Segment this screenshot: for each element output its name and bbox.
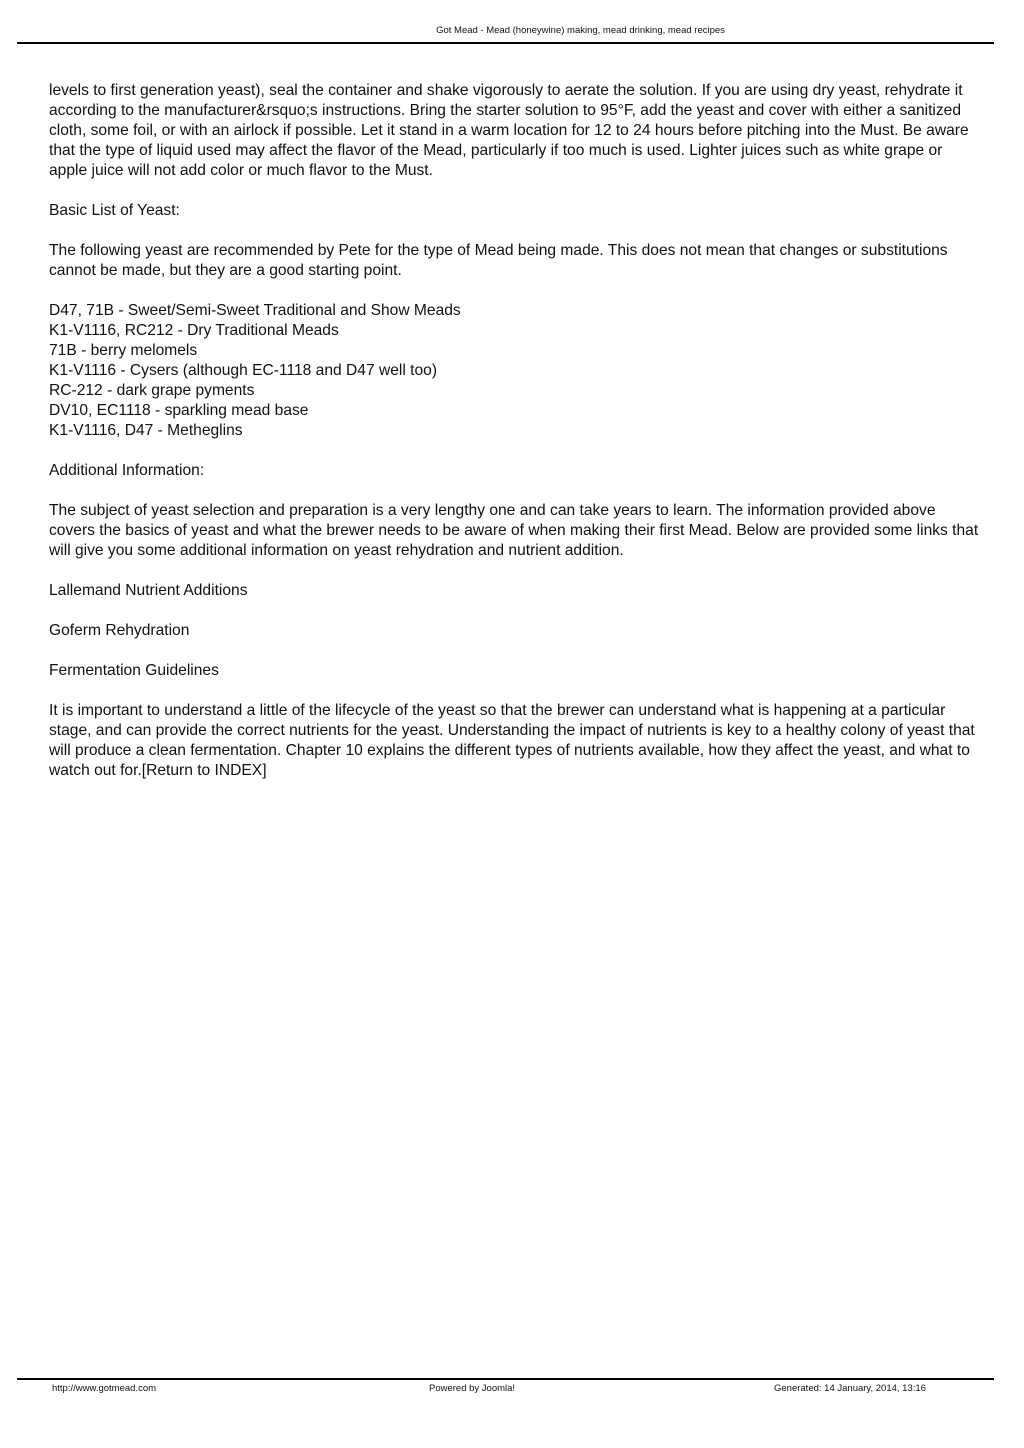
yeast-list-item: K1-V1116, RC212 - Dry Traditional Meads <box>49 322 339 339</box>
additional-heading: Additional Information: <box>49 462 205 479</box>
return-to-index-link[interactable]: [Return to INDEX] <box>141 762 267 779</box>
yeast-list-item: RC-212 - dark grape pyments <box>49 382 255 399</box>
article-content <box>49 81 984 801</box>
footer-generated: Generated: 14 January, 2014, 13:16 <box>774 1383 926 1394</box>
yeast-list-heading: Basic List of Yeast: <box>49 202 180 219</box>
additional-paragraph: The subject of yeast selection and preparation is a very lengthy one and can take years to learn. The information provided above covers the basics of yeast and what the brewer needs to be aware of when making their first Mead. Below are provided some links that will give you some additional information on yeast rehydration and nutrient addition. <box>49 502 979 559</box>
yeast-list-item: 71B - berry melomels <box>49 342 198 359</box>
yeast-list-item: DV10, EC1118 - sparkling mead base <box>49 402 309 419</box>
page-header <box>17 24 994 44</box>
link-fermentation-guidelines[interactable]: Fermentation Guidelines <box>49 662 219 679</box>
yeast-list <box>49 301 984 441</box>
yeast-list-intro: The following yeast are recommended by Pete for the type of Mead being made. This does not mean that changes or substitutions cannot be made, but they are a good starting point. <box>49 242 948 279</box>
yeast-list-item: K1-V1116 - Cysers (although EC-1118 and D47 well too) <box>49 362 438 379</box>
link-goferm-rehydration[interactable]: Goferm Rehydration <box>49 622 190 639</box>
closing-paragraph <box>49 701 984 781</box>
footer-url[interactable]: http://www.gotmead.com <box>52 1383 157 1394</box>
header-title: Got Mead - Mead (honeywine) making, mead drinking, mead recipes <box>436 25 725 36</box>
intro-paragraph: levels to first generation yeast), seal the container and shake vigorously to aerate the solution. If you are using dry yeast, rehydrate it according to the manufacturer&rsquo;s instructions. Bring the starter solution to 95°F, add the yeast and cover with either a sanitized cloth, some foil, or with an airlock if possible. Let it stand in a warm location for 12 to 24 hours before pitching into the Must. Be aware that the type of liquid used may affect the flavor of the Mead, particularly if too much is used. Lighter juices such as white grape or apple juice will not add color or much flavor to the Must. <box>49 82 969 179</box>
footer-powered-by: Powered by Joomla! <box>429 1383 516 1394</box>
yeast-list-item: D47, 71B - Sweet/Semi-Sweet Traditional and Show Meads <box>49 302 461 319</box>
page-footer <box>17 1378 994 1398</box>
link-lallemand-nutrient-additions[interactable]: Lallemand Nutrient Additions <box>49 582 248 599</box>
yeast-list-item: K1-V1116, D47 - Metheglins <box>49 422 243 439</box>
closing-text: It is important to understand a little of the lifecycle of the yeast so that the brewer can understand what is happening at a particular stage, and can provide the correct nutrients for the yeast. Understanding the impact of nutrients is key to a healthy colony of yeast that will produce a clean fermentation. Chapter 10 explains the different types of nutrients available, how they affect the yeast, and what to watch out for. <box>49 702 975 779</box>
